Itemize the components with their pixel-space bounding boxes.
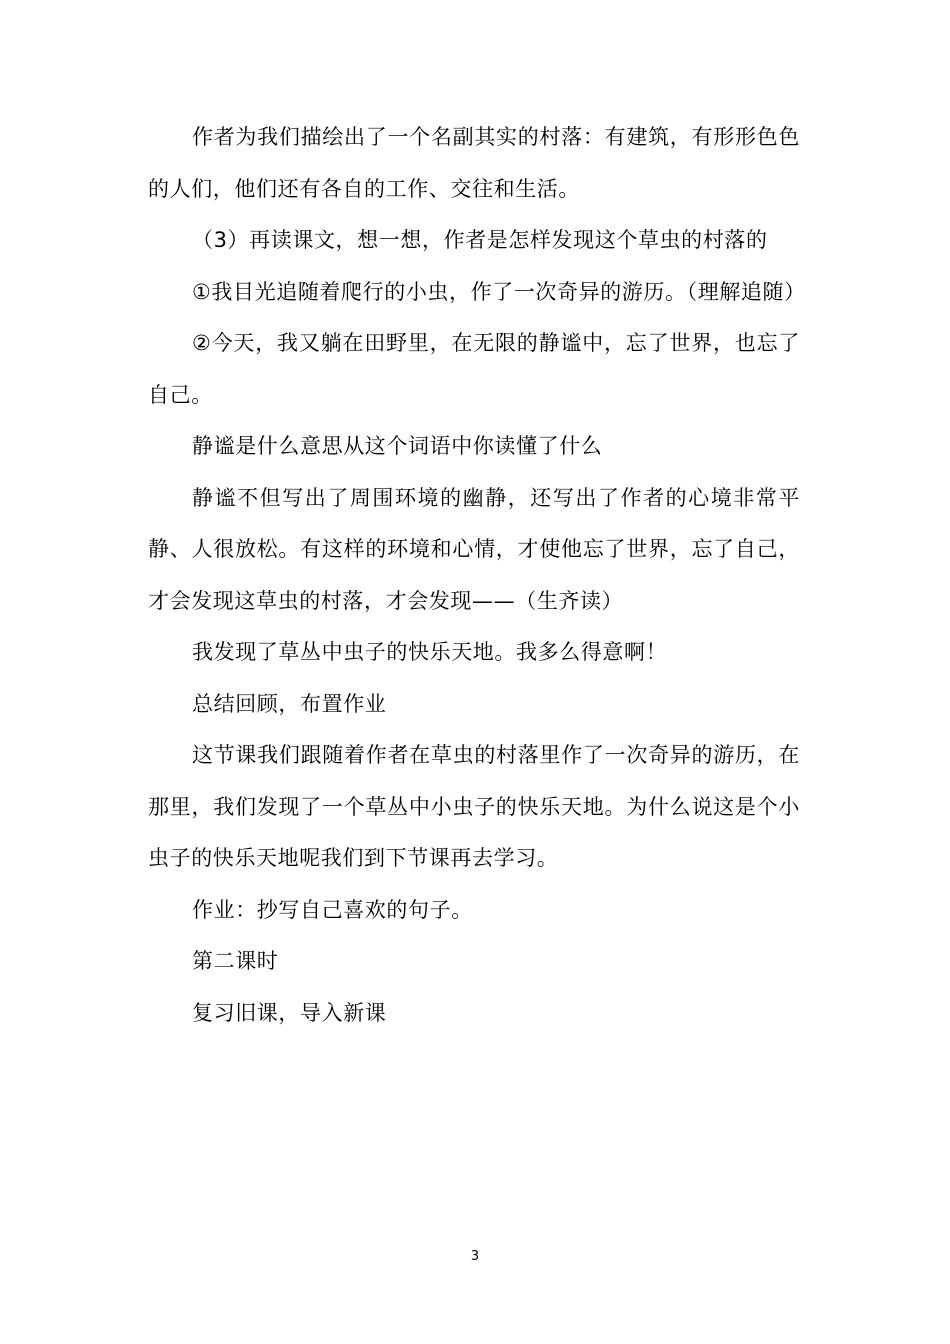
- paragraph: 作者为我们描绘出了一个名副其实的村落：有建筑，有形形色色的人们，他们还有各自的工作、交往和生活。: [148, 125, 800, 201]
- page-number: 3: [470, 1249, 480, 1264]
- paragraph: 静谧是什么意思从这个词语中你读懂了什么: [192, 434, 603, 458]
- paragraph: 作业：抄写自己喜欢的句子。: [192, 897, 473, 922]
- paragraph: ②今天，我又躺在田野里，在无限的静谧中，忘了世界，也忘了自己。: [148, 331, 800, 407]
- paragraph: 静谧不但写出了周围环境的幽静，还写出了作者的心境非常平静、人很放松。有这样的环境和心情，才使他忘了世界，忘了自己，才会发现这草虫的村落，才会发现——（生齐读）: [148, 485, 800, 613]
- paragraph: 这节课我们跟随着作者在草虫的村落里作了一次奇异的游历，在那里，我们发现了一个草丛中小虫子的快乐天地。为什么说这是个小虫子的快乐天地呢我们到下节课再去学习。: [148, 743, 800, 870]
- section-heading: 第二课时: [192, 949, 279, 973]
- paragraph: 我发现了草丛中虫子的快乐天地。我多么得意啊！: [192, 640, 668, 664]
- paragraph: （3）再读课文，想一想，作者是怎样发现这个草虫的村落的: [192, 228, 768, 252]
- section-heading: 复习旧课，导入新课: [192, 1000, 387, 1025]
- body-text: [148, 112, 806, 1039]
- section-heading: 总结回顾，布置作业: [192, 691, 387, 716]
- paragraph: ①我目光追随着爬行的小虫，作了一次奇异的游历。（理解追随）: [192, 279, 806, 304]
